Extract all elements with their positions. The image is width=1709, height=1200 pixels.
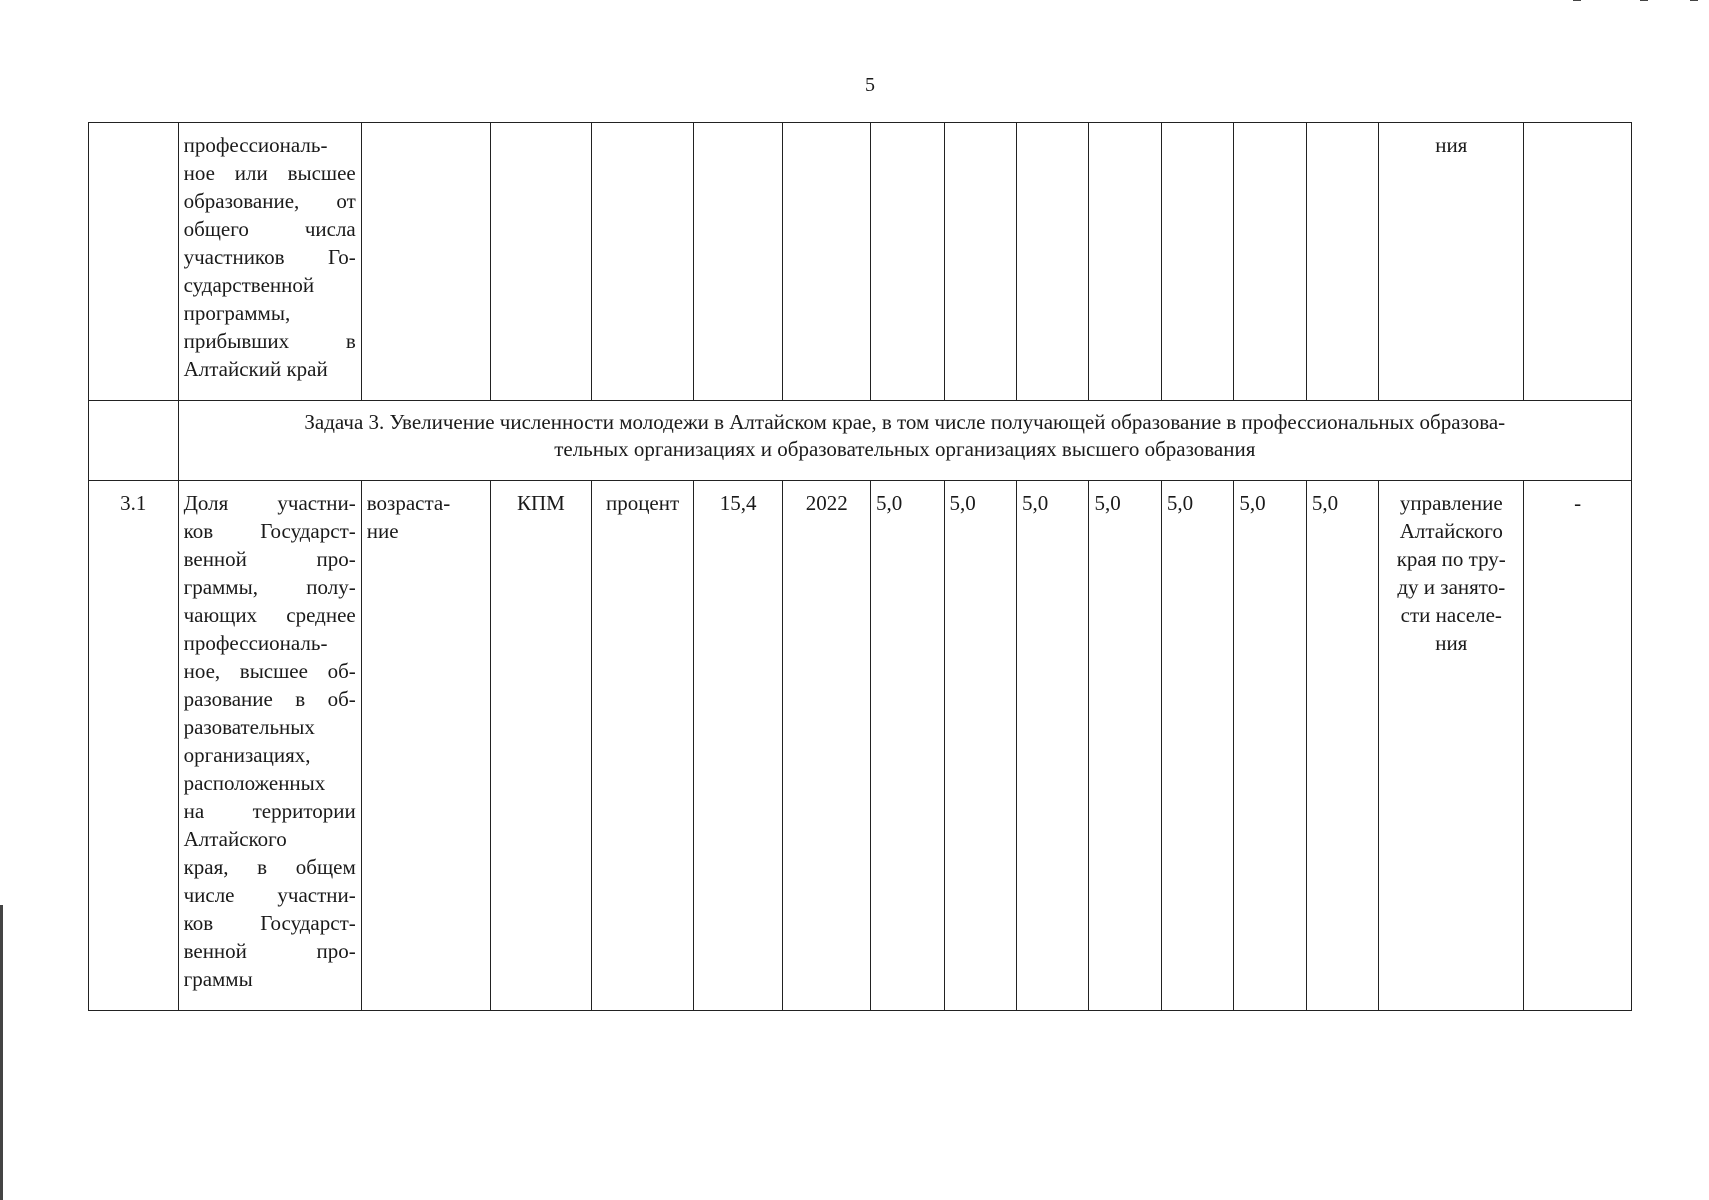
- cell-last: [1524, 123, 1632, 401]
- cell-year-value: 5,0: [871, 481, 944, 1011]
- cell-trend: [361, 123, 490, 401]
- indicator-line: расположенных: [183, 771, 326, 795]
- task-heading: [178, 401, 1631, 481]
- table-row-continuation: [89, 123, 1632, 401]
- cell-type: КПМ: [490, 481, 592, 1011]
- indicator-line: ков Государст-: [183, 519, 356, 543]
- cell-base-year: 2022: [783, 481, 871, 1011]
- trend-line: ние: [366, 519, 399, 543]
- indicator-line: разовательных: [183, 715, 315, 739]
- indicator-line: прибывших в: [183, 329, 356, 353]
- cell-unit: [592, 123, 694, 401]
- cell-year-value: [871, 123, 944, 401]
- cell-year-value: [1161, 123, 1233, 401]
- indicator-line: разование в об-: [183, 687, 356, 711]
- cell-year-value: 5,0: [1306, 481, 1378, 1011]
- indicator-line: граммы, полу-: [183, 575, 356, 599]
- scan-edge-mark: [1690, 0, 1698, 1]
- cell-year-value: 5,0: [1016, 481, 1088, 1011]
- cell-year-value: [944, 123, 1016, 401]
- indicator-line: организациях,: [183, 743, 311, 767]
- cell-year-value: 5,0: [1234, 481, 1306, 1011]
- indicator-line: сударственной: [183, 273, 315, 297]
- scan-edge-mark: [1573, 0, 1581, 1]
- cell-number: 3.1: [89, 481, 179, 1011]
- cell-responsible: ния: [1379, 123, 1524, 401]
- cell-year-value: 5,0: [1089, 481, 1161, 1011]
- cell-trend: [361, 481, 490, 1011]
- indicator-line: ное, высшее об-: [183, 659, 356, 683]
- indicator-line: Алтайский край: [183, 357, 328, 381]
- indicator-line: Доля участни-: [183, 491, 356, 515]
- indicator-line: венной про-: [183, 939, 356, 963]
- responsible-line: ду и занято-: [1397, 575, 1506, 599]
- indicators-table: [88, 122, 1632, 1011]
- indicator-line: ное или высшее: [183, 161, 356, 185]
- indicator-line: ков Государст-: [183, 911, 356, 935]
- indicator-line: Алтайского: [183, 827, 287, 851]
- cell-base-year: [783, 123, 871, 401]
- scan-edge-mark: [0, 905, 3, 1200]
- cell-last: -: [1524, 481, 1632, 1011]
- indicator-line: профессиональ-: [183, 133, 328, 157]
- cell-year-value: [1306, 123, 1378, 401]
- indicator-line: профессиональ-: [183, 631, 328, 655]
- trend-line: возраста-: [366, 491, 451, 515]
- indicator-line: программы,: [183, 301, 291, 325]
- cell-year-value: [1089, 123, 1161, 401]
- table-row-3-1: [89, 481, 1632, 1011]
- responsible-line: ния: [1435, 631, 1468, 655]
- cell-number: [89, 123, 179, 401]
- scan-edge-mark: [1640, 0, 1648, 1]
- cell-year-value: 5,0: [944, 481, 1016, 1011]
- cell-year-value: [1016, 123, 1088, 401]
- cell-year-value: [1234, 123, 1306, 401]
- task-heading-line: Задача 3. Увеличение численности молодежи в Алтайском крае, в том числе получающей образование в профессиональных образова-: [304, 410, 1506, 434]
- cell-base-value: [693, 123, 783, 401]
- indicator-line: участников Го-: [183, 245, 356, 269]
- cell-indicator: [178, 123, 361, 401]
- indicator-line: общего числа: [183, 217, 356, 241]
- indicator-line: на территории: [183, 799, 356, 823]
- cell-number: [89, 401, 179, 481]
- responsible-line: края по тру-: [1396, 547, 1506, 571]
- table-row-task: [89, 401, 1632, 481]
- indicator-line: числе участни-: [183, 883, 356, 907]
- indicator-line: венной про-: [183, 547, 356, 571]
- cell-indicator: [178, 481, 361, 1011]
- indicator-line: края, в общем: [183, 855, 356, 879]
- cell-year-value: 5,0: [1161, 481, 1233, 1011]
- responsible-line: сти населе-: [1400, 603, 1502, 627]
- responsible-line: Алтайского: [1399, 519, 1503, 543]
- page-number: 5: [865, 74, 875, 96]
- cell-responsible: [1379, 481, 1524, 1011]
- indicator-line: образование, от: [183, 189, 356, 213]
- task-heading-line: тельных организациях и образовательных организациях высшего образования: [554, 437, 1256, 461]
- indicator-line: чающих среднее: [183, 603, 356, 627]
- cell-base-value: 15,4: [693, 481, 783, 1011]
- cell-type: [490, 123, 592, 401]
- responsible-line: управление: [1399, 491, 1503, 515]
- indicator-line: граммы: [183, 967, 253, 991]
- cell-unit: процент: [592, 481, 694, 1011]
